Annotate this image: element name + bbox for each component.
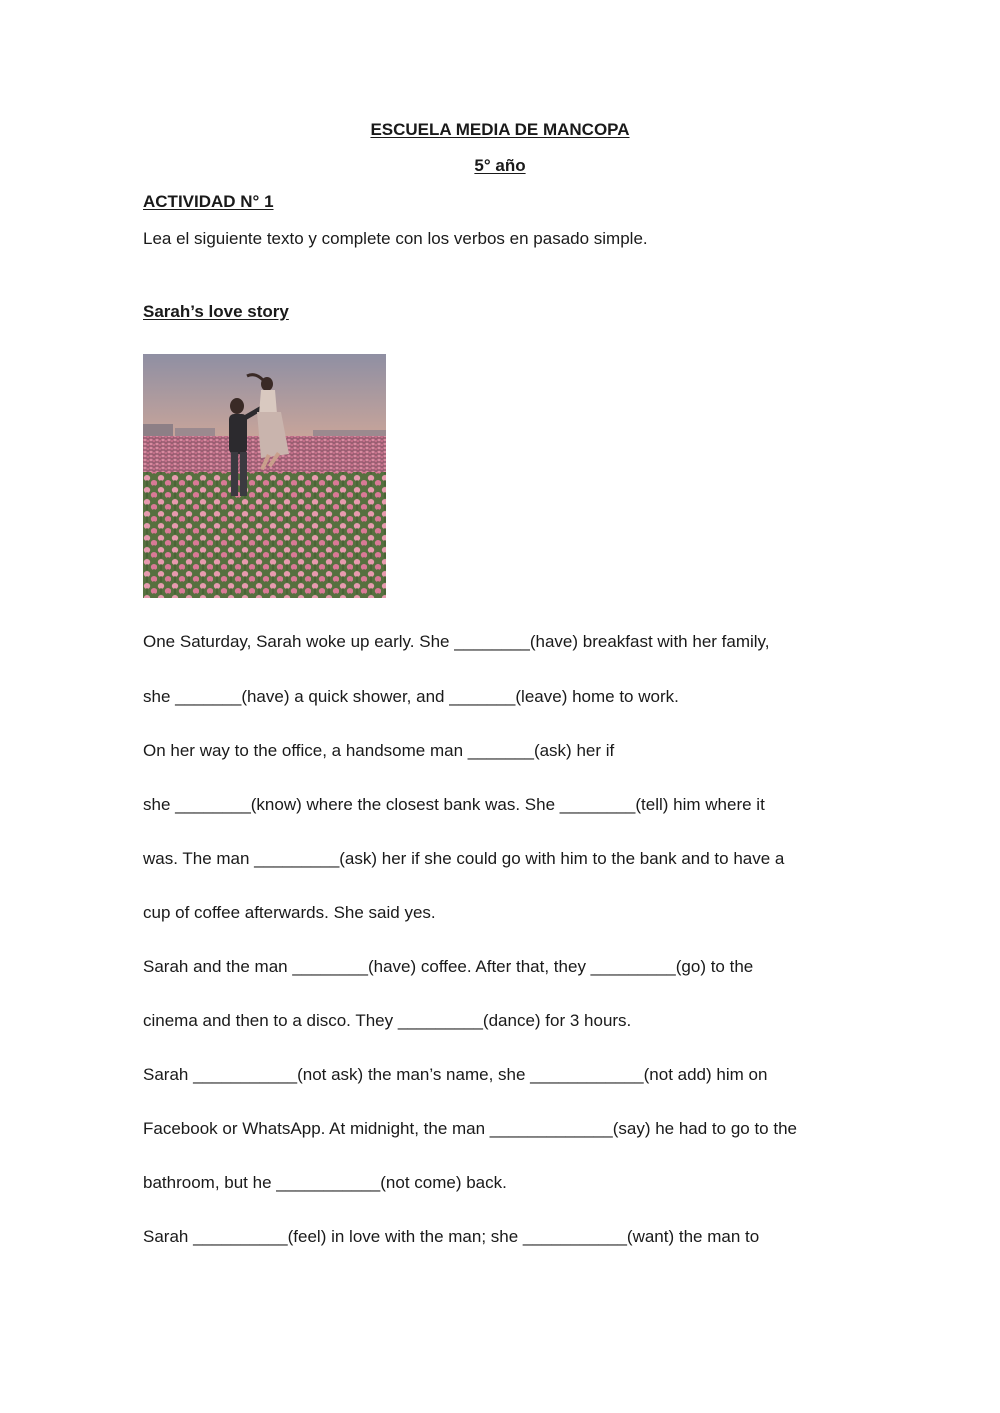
story-line: Sarah and the man ________(have) coffee. After that, they _________(go) to the xyxy=(143,957,754,976)
story-line: she _______(have) a quick shower, and _______(leave) home to work. xyxy=(143,687,679,706)
story-line: One Saturday, Sarah woke up early. She ________(have) breakfast with her family, xyxy=(143,632,770,651)
story-line: Facebook or WhatsApp. At midnight, the man _____________(say) he had to go to the xyxy=(143,1119,797,1138)
couple-in-tulip-field-photo xyxy=(143,354,386,598)
story-line: was. The man _________(ask) her if she could go with him to the bank and to have a xyxy=(143,849,785,868)
story-line: cinema and then to a disco. They _________(dance) for 3 hours. xyxy=(143,1011,632,1030)
story-line: On her way to the office, a handsome man _______(ask) her if xyxy=(143,741,615,760)
story-line: she ________(know) where the closest bank was. She ________(tell) him where it xyxy=(143,795,765,814)
school-title: ESCUELA MEDIA DE MANCOPA xyxy=(370,120,630,139)
story-line: cup of coffee afterwards. She said yes. xyxy=(143,903,436,922)
story-title: Sarah’s love story xyxy=(143,302,289,321)
story-line: Sarah __________(feel) in love with the man; she ___________(want) the man to xyxy=(143,1227,760,1246)
activity-instruction: Lea el siguiente texto y complete con los verbos en pasado simple. xyxy=(143,229,648,248)
story-line: Sarah ___________(not ask) the man’s name, she ____________(not add) him on xyxy=(143,1065,768,1084)
activity-title: ACTIVIDAD N° 1 xyxy=(143,192,274,211)
year-label: 5° año xyxy=(474,156,526,175)
story-line: bathroom, but he ___________(not come) back. xyxy=(143,1173,507,1192)
